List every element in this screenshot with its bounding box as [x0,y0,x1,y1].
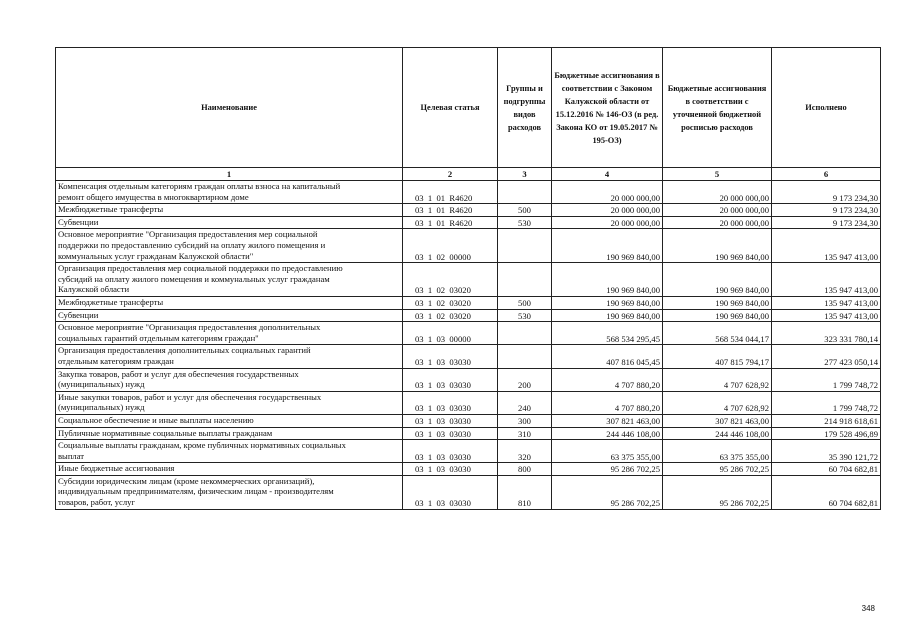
row-executed: 1 799 748,72 [772,368,881,391]
row-expense-group [498,322,552,345]
row-assign-refined: 20 000 000,00 [663,204,772,217]
row-name: Организация предоставления дополнительных социальных гарантий отдельным категориям граждан [56,345,403,368]
col-header-name: Наименование [56,48,403,168]
row-executed: 214 918 618,61 [772,414,881,427]
budget-table [55,47,881,510]
row-assign-law: 190 969 840,00 [552,263,663,297]
row-expense-group: 530 [498,216,552,229]
header-row [56,48,881,168]
table-row [56,391,881,414]
row-target-code: 03 1 02 00000 [403,229,498,263]
row-target-code: 03 1 01 R4620 [403,204,498,217]
row-target-code: 03 1 03 03030 [403,427,498,440]
row-target-code: 03 1 03 03030 [403,368,498,391]
row-target-code: 03 1 03 03030 [403,475,498,509]
row-assign-law: 20 000 000,00 [552,181,663,204]
row-target-code: 03 1 02 03020 [403,263,498,297]
row-target-code: 03 1 03 03030 [403,414,498,427]
col-number: 2 [403,168,498,181]
row-target-code: 03 1 02 03020 [403,309,498,322]
row-name: Межбюджетные трансферты [56,204,403,217]
row-executed: 179 528 496,89 [772,427,881,440]
table-row [56,322,881,345]
row-target-code: 03 1 03 03030 [403,345,498,368]
row-name: Социальные выплаты гражданам, кроме публичных нормативных социальных выплат [56,440,403,463]
table-row [56,414,881,427]
table-row [56,263,881,297]
table-row [56,463,881,476]
row-name: Публичные нормативные социальные выплаты гражданам [56,427,403,440]
row-assign-law: 307 821 463,00 [552,414,663,427]
row-executed: 9 173 234,30 [772,216,881,229]
row-assign-law: 20 000 000,00 [552,216,663,229]
col-number: 5 [663,168,772,181]
row-expense-group: 200 [498,368,552,391]
row-expense-group: 310 [498,427,552,440]
row-assign-refined: 244 446 108,00 [663,427,772,440]
row-target-code: 03 1 03 03030 [403,440,498,463]
table-row [56,345,881,368]
col-number: 4 [552,168,663,181]
row-assign-law: 63 375 355,00 [552,440,663,463]
table-row [56,216,881,229]
row-target-code: 03 1 01 R4620 [403,181,498,204]
row-name: Социальное обеспечение и иные выплаты населению [56,414,403,427]
row-assign-law: 190 969 840,00 [552,229,663,263]
table-row [56,204,881,217]
row-assign-refined: 190 969 840,00 [663,309,772,322]
row-target-code: 03 1 01 R4620 [403,216,498,229]
row-executed: 135 947 413,00 [772,229,881,263]
row-target-code: 03 1 03 00000 [403,322,498,345]
row-assign-refined: 190 969 840,00 [663,296,772,309]
table-row [56,296,881,309]
col-header-groups: Группы и подгруппы видов расходов [498,48,552,168]
page-number: 348 [861,604,875,613]
row-name: Иные закупки товаров, работ и услуг для обеспечения государственных (муниципальных) нужд [56,391,403,414]
row-assign-law: 190 969 840,00 [552,309,663,322]
row-expense-group: 300 [498,414,552,427]
row-expense-group [498,229,552,263]
row-assign-law: 190 969 840,00 [552,296,663,309]
row-name: Субвенции [56,309,403,322]
row-expense-group: 500 [498,204,552,217]
row-expense-group: 240 [498,391,552,414]
row-executed: 60 704 682,81 [772,475,881,509]
row-assign-refined: 190 969 840,00 [663,229,772,263]
table-row [56,181,881,204]
row-name: Иные бюджетные ассигнования [56,463,403,476]
row-expense-group: 530 [498,309,552,322]
col-number: 1 [56,168,403,181]
table-row [56,368,881,391]
col-number: 3 [498,168,552,181]
row-assign-refined: 307 821 463,00 [663,414,772,427]
column-number-row [56,168,881,181]
row-assign-law: 4 707 880,20 [552,391,663,414]
row-name: Организация предоставления мер социальной поддержки по предоставлению субсидий на оплату жилого помещения и коммунальных услуг гражданам Калужской области [56,263,403,297]
col-header-assign-refined: Бюджетные ассигнования в соответствии с уточненной бюджетной росписью расходов [663,48,772,168]
table-row [56,229,881,263]
col-number: 6 [772,168,881,181]
row-assign-refined: 568 534 044,17 [663,322,772,345]
row-target-code: 03 1 03 03030 [403,463,498,476]
row-assign-refined: 95 286 702,25 [663,475,772,509]
row-expense-group [498,181,552,204]
row-executed: 60 704 682,81 [772,463,881,476]
row-assign-law: 20 000 000,00 [552,204,663,217]
row-assign-refined: 95 286 702,25 [663,463,772,476]
row-name: Закупка товаров, работ и услуг для обеспечения государственных (муниципальных) нужд [56,368,403,391]
row-assign-refined: 20 000 000,00 [663,181,772,204]
row-assign-refined: 20 000 000,00 [663,216,772,229]
row-assign-refined: 4 707 628,92 [663,391,772,414]
table-row [56,440,881,463]
row-assign-law: 4 707 880,20 [552,368,663,391]
col-header-assign-law: Бюджетные ассигнования в соответствии с Законом Калужской области от 15.12.2016 № 146-ОЗ (в ред. Закона КО от 19.05.2017 № 195-ОЗ) [552,48,663,168]
row-name: Субсидии юридическим лицам (кроме некоммерческих организаций), индивидуальным предпринимателям, физическим лицам - производителям товаров, работ, услуг [56,475,403,509]
row-assign-refined: 63 375 355,00 [663,440,772,463]
row-executed: 9 173 234,30 [772,181,881,204]
row-executed: 9 173 234,30 [772,204,881,217]
row-expense-group: 810 [498,475,552,509]
row-name: Основное мероприятие "Организация предоставления дополнительных социальных гарантий отдельным категориям граждан" [56,322,403,345]
row-name: Субвенции [56,216,403,229]
row-executed: 277 423 050,14 [772,345,881,368]
row-expense-group: 320 [498,440,552,463]
row-executed: 135 947 413,00 [772,309,881,322]
row-assign-law: 95 286 702,25 [552,475,663,509]
row-target-code: 03 1 03 03030 [403,391,498,414]
row-name: Компенсация отдельным категориям граждан оплаты взноса на капитальный ремонт общего имущества в многоквартирном доме [56,181,403,204]
row-assign-refined: 4 707 628,92 [663,368,772,391]
col-header-target: Целевая статья [403,48,498,168]
row-expense-group [498,345,552,368]
row-assign-law: 95 286 702,25 [552,463,663,476]
row-expense-group [498,263,552,297]
row-executed: 135 947 413,00 [772,296,881,309]
row-assign-law: 244 446 108,00 [552,427,663,440]
row-expense-group: 800 [498,463,552,476]
row-name: Межбюджетные трансферты [56,296,403,309]
row-executed: 135 947 413,00 [772,263,881,297]
row-assign-refined: 190 969 840,00 [663,263,772,297]
table-row [56,309,881,322]
row-executed: 1 799 748,72 [772,391,881,414]
table-row [56,427,881,440]
col-header-executed: Исполнено [772,48,881,168]
row-expense-group: 500 [498,296,552,309]
row-target-code: 03 1 02 03020 [403,296,498,309]
row-executed: 323 331 780,14 [772,322,881,345]
table-body [56,181,881,510]
row-assign-law: 407 816 045,45 [552,345,663,368]
row-assign-law: 568 534 295,45 [552,322,663,345]
row-assign-refined: 407 815 794,17 [663,345,772,368]
row-executed: 35 390 121,72 [772,440,881,463]
table-row [56,475,881,509]
row-name: Основное мероприятие "Организация предоставления мер социальной поддержки по предоставлению субсидий на оплату жилого помещения и коммунальных услуг гражданам Калужской области" [56,229,403,263]
